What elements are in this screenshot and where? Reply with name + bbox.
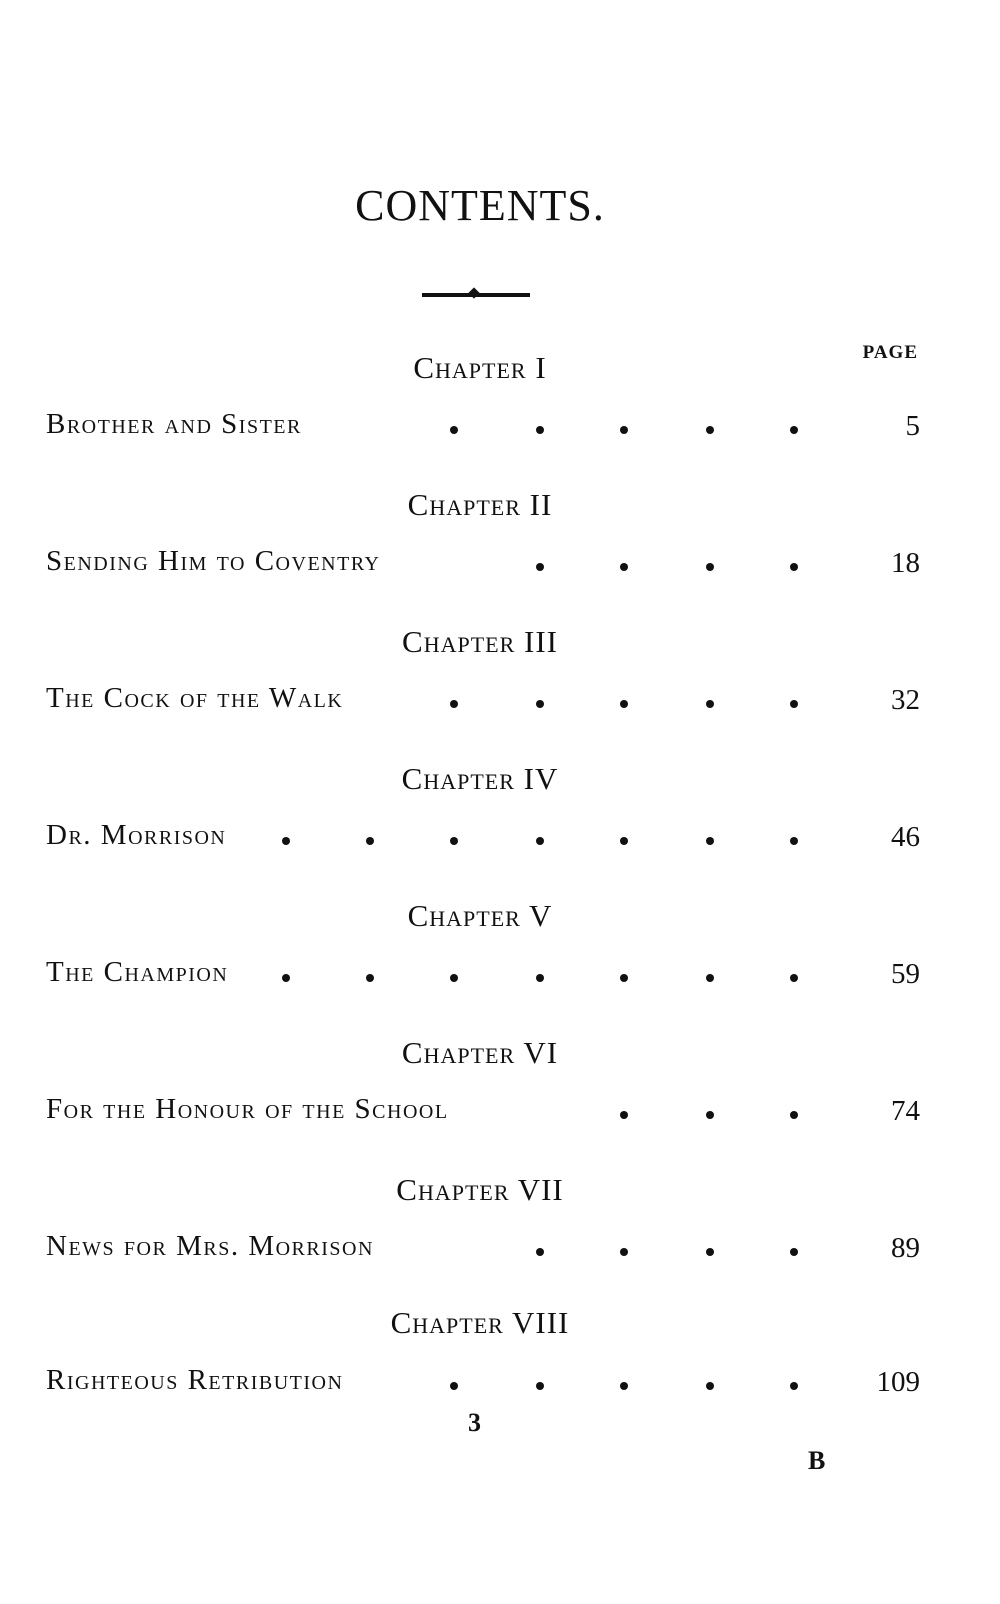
page-number: 5 bbox=[905, 410, 920, 442]
chapter-heading: Chapter V bbox=[407, 898, 553, 933]
page-number: 59 bbox=[891, 958, 920, 990]
leader-dot bbox=[790, 837, 798, 845]
leader-dot bbox=[790, 426, 798, 434]
chapter-heading: Chapter III bbox=[402, 624, 558, 659]
page-column-label: PAGE bbox=[862, 342, 918, 363]
chapter-title: Sending Him to Coventry bbox=[46, 545, 381, 577]
chapter-heading: Chapter VII bbox=[396, 1172, 564, 1207]
leader-dot bbox=[620, 837, 628, 845]
leader-dot bbox=[366, 837, 374, 845]
leader-dot bbox=[620, 700, 628, 708]
leader-dot bbox=[536, 1382, 544, 1390]
chapter-title: The Champion bbox=[46, 956, 229, 988]
leader-dot bbox=[450, 974, 458, 982]
folio-number: 3 bbox=[468, 1408, 481, 1437]
chapter-heading: Chapter IV bbox=[401, 761, 559, 796]
chapter-heading: Chapter VIII bbox=[390, 1305, 570, 1340]
toc-entry bbox=[46, 1364, 920, 1404]
toc-entry bbox=[46, 545, 920, 585]
leader-dot bbox=[366, 974, 374, 982]
leader-dot bbox=[536, 426, 544, 434]
page-title: CONTENTS. bbox=[355, 181, 605, 230]
toc-entry bbox=[46, 1093, 920, 1133]
ornament-divider bbox=[422, 293, 530, 297]
leader-dot bbox=[282, 837, 290, 845]
page-number: 32 bbox=[891, 684, 920, 716]
page-number: 89 bbox=[891, 1232, 920, 1264]
chapter-heading: Chapter II bbox=[407, 487, 553, 522]
leader-dot bbox=[620, 1382, 628, 1390]
leader-dot bbox=[536, 563, 544, 571]
leader-dot bbox=[536, 974, 544, 982]
leader-dot bbox=[620, 1111, 628, 1119]
leader-dot bbox=[790, 1382, 798, 1390]
page-number: 74 bbox=[891, 1095, 920, 1127]
chapter-title: For the Honour of the School bbox=[46, 1093, 449, 1125]
leader-dot bbox=[706, 1248, 714, 1256]
leader-dot bbox=[790, 700, 798, 708]
chapter-title: Brother and Sister bbox=[46, 408, 302, 440]
leader-dot bbox=[620, 563, 628, 571]
leader-dot bbox=[706, 700, 714, 708]
chapter-heading: Chapter VI bbox=[401, 1035, 559, 1070]
leader-dot bbox=[536, 1248, 544, 1256]
chapter-heading: Chapter I bbox=[413, 350, 547, 385]
toc-entry bbox=[46, 956, 920, 996]
page-number: 46 bbox=[891, 821, 920, 853]
leader-dot bbox=[706, 837, 714, 845]
leader-dot bbox=[450, 837, 458, 845]
leader-dot bbox=[790, 1111, 798, 1119]
leader-dot bbox=[706, 1382, 714, 1390]
page-number: 18 bbox=[891, 547, 920, 579]
chapter-title: Dr. Morrison bbox=[46, 819, 227, 851]
leader-dot bbox=[620, 974, 628, 982]
leader-dot bbox=[450, 1382, 458, 1390]
leader-dot bbox=[706, 1111, 714, 1119]
leader-dot bbox=[790, 1248, 798, 1256]
leader-dot bbox=[706, 974, 714, 982]
chapter-title: News for Mrs. Morrison bbox=[46, 1230, 374, 1262]
leader-dot bbox=[706, 563, 714, 571]
leader-dot bbox=[790, 974, 798, 982]
leader-dot bbox=[620, 1248, 628, 1256]
toc-entry bbox=[46, 408, 920, 448]
toc-entry bbox=[46, 682, 920, 722]
leader-dot bbox=[536, 700, 544, 708]
leader-dot bbox=[450, 700, 458, 708]
toc-entry bbox=[46, 1230, 920, 1270]
leader-dot bbox=[620, 426, 628, 434]
chapter-title: The Cock of the Walk bbox=[46, 682, 344, 714]
leader-dot bbox=[450, 426, 458, 434]
leader-dot bbox=[706, 426, 714, 434]
leader-dot bbox=[790, 563, 798, 571]
page-number: 109 bbox=[876, 1366, 920, 1398]
leader-dot bbox=[536, 837, 544, 845]
toc-entry bbox=[46, 819, 920, 859]
signature-mark: B bbox=[808, 1446, 826, 1475]
leader-dot bbox=[282, 974, 290, 982]
chapter-title: Righteous Retribution bbox=[46, 1364, 344, 1396]
